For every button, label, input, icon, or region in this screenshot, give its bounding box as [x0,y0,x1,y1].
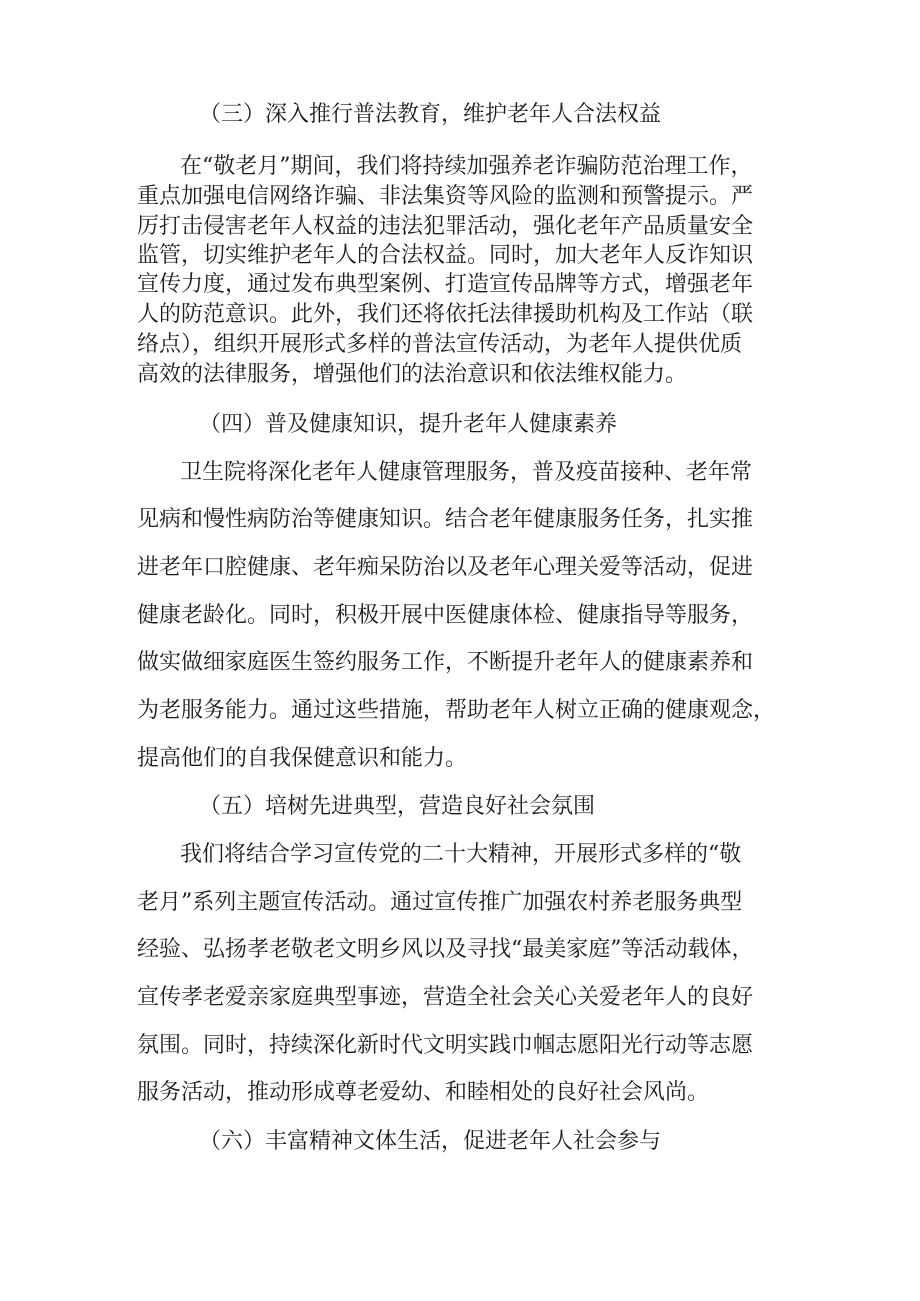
paragraph-line: 为老服务能力。通过这些措施，帮助老年人树立正确的健康观念， [137,698,776,723]
paragraph-line: 厉打击侵害老年人权益的违法犯罪活动，强化老年产品质量安全 [137,214,754,239]
paragraph-line: 宣传孝老爱亲家庭典型事迹，营造全社会关心关爱老年人的良好 [137,985,754,1010]
paragraph-line: 在“敬老月”期间，我们将持续加强养老诈骗防范治理工作， [180,154,753,179]
paragraph-line: 我们将结合学习宣传党的二十大精神，开展形式多样的“敬 [180,842,742,867]
paragraph-line: 健康老龄化。同时，积极开展中医健康体检、健康指导等服务， [137,603,754,628]
paragraph-line: 经验、弘扬孝老敬老文明乡风以及寻找“最美家庭”等活动载体， [137,937,754,962]
paragraph-line: 高效的法律服务，增强他们的法治意识和依法维权能力。 [137,362,688,387]
paragraph-line: 提高他们的自我保健意识和能力。 [137,746,468,771]
section-heading-5: （五）培树先进典型，营造良好社会氛围 [199,794,596,819]
paragraph-line: 氛围。同时，持续深化新时代文明实践巾帼志愿阳光行动等志愿 [137,1033,754,1058]
section-heading-3: （三）深入推行普法教育，维护老年人合法权益 [199,102,662,127]
section-heading-4: （四）普及健康知识，提升老年人健康素养 [199,412,618,437]
paragraph-line: 重点加强电信网络诈骗、非法集资等风险的监测和预警提示。严 [137,184,754,209]
paragraph-line: 人的防范意识。此外，我们还将依托法律援助机构及工作站（联 [137,302,754,327]
paragraph-line: 老月”系列主题宣传活动。通过宣传推广加强农村养老服务典型 [137,890,743,915]
paragraph-line: 做实做细家庭医生签约服务工作，不断提升老年人的健康素养和 [137,650,754,675]
section-heading-6: （六）丰富精神文体生活，促进老年人社会参与 [199,1129,662,1154]
paragraph-line: 络点），组织开展形式多样的普法宣传活动，为老年人提供优质 [137,332,743,357]
paragraph-line: 服务活动，推动形成尊老爱幼、和睦相处的良好社会风尚。 [137,1080,710,1105]
paragraph-line: 进老年口腔健康、老年痴呆防治以及老年心理关爱等活动，促进 [137,555,754,580]
paragraph-line: 见病和慢性病防治等健康知识。结合老年健康服务任务，扎实推 [137,507,754,532]
paragraph-line: 监管，切实维护老年人的合法权益。同时，加大老年人反诈知识 [137,243,754,268]
paragraph-line: 宣传力度，通过发布典型案例、打造宣传品牌等方式，增强老年 [137,272,754,297]
paragraph-line: 卫生院将深化老年人健康管理服务，普及疫苗接种、老年常 [180,460,753,485]
